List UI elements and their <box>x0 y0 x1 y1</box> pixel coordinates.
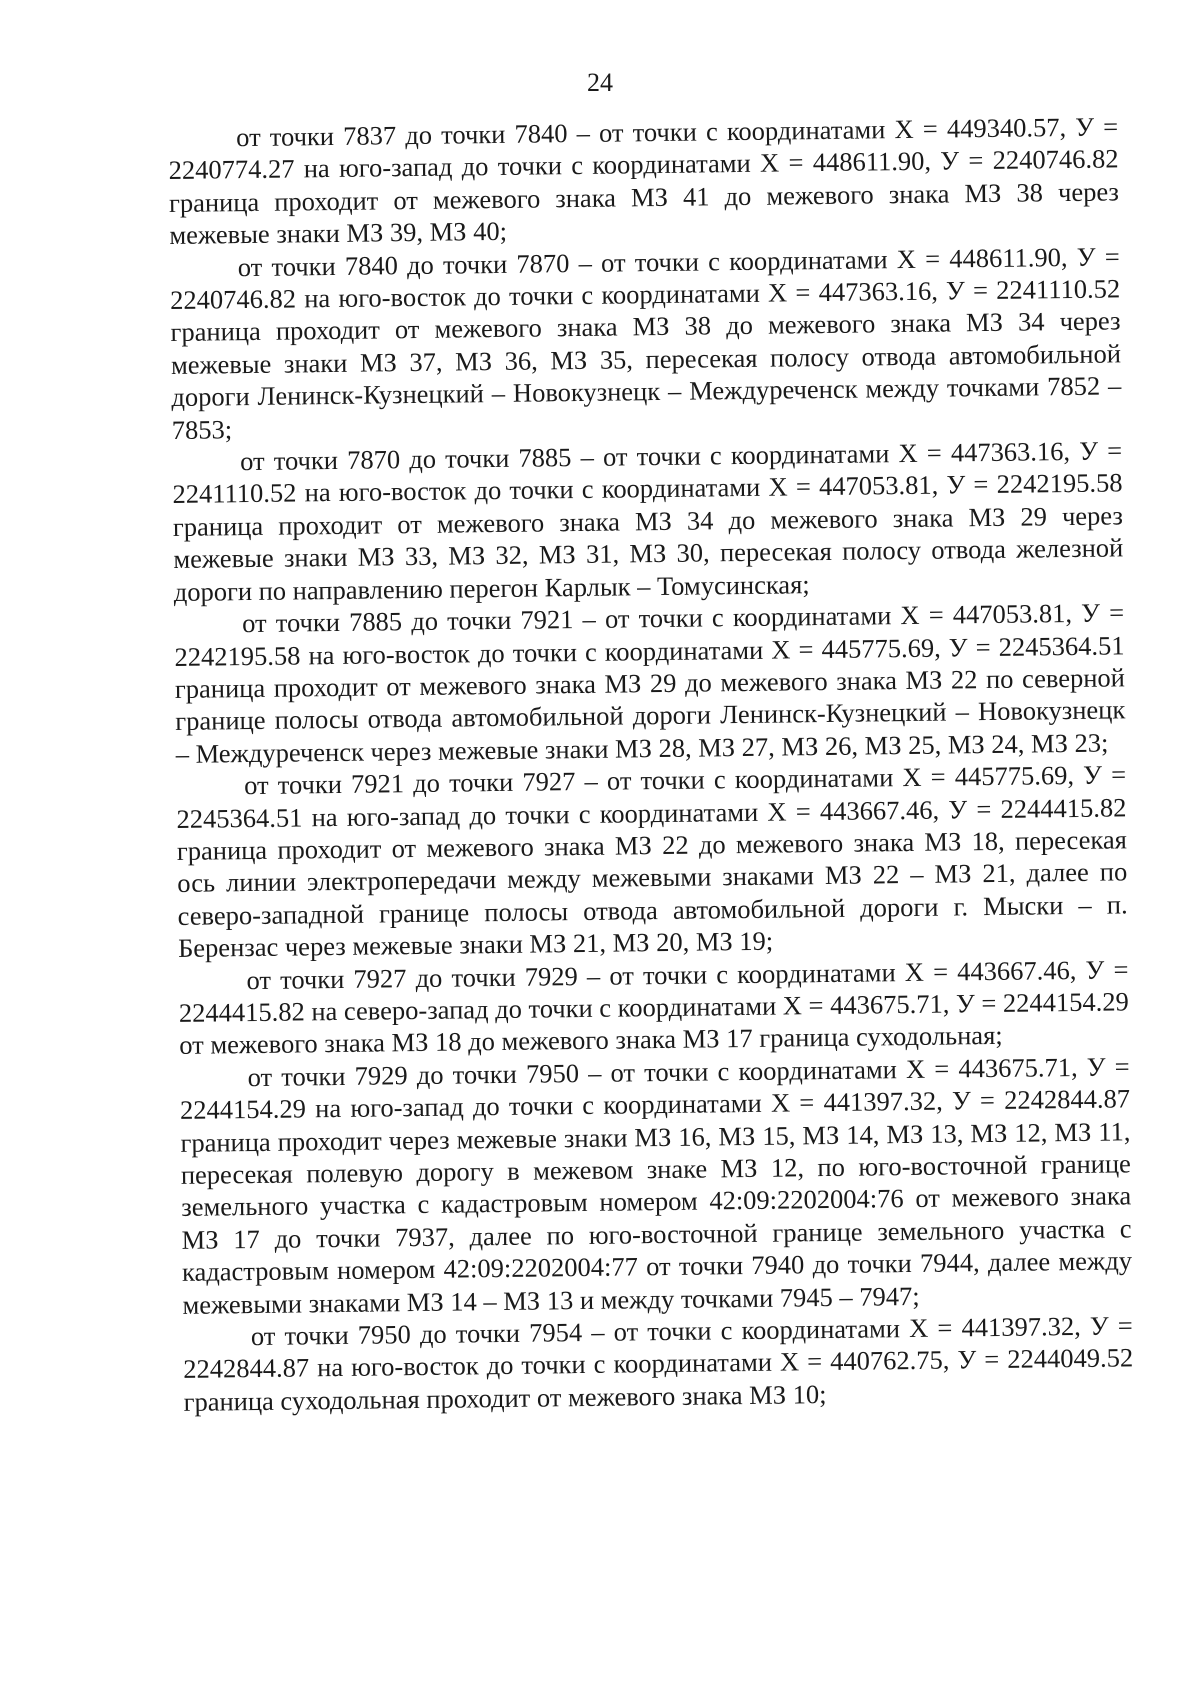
paragraph: от точки 7927 до точки 7929 – от точки с координатами Х = 443667.46, У = 2244415.82 на северо-запад до точки с координатами Х = 443675.71, У = 2244154.29 от межевого знака МЗ 18 до межевого знака МЗ 17 граница суходольная; <box>178 953 1129 1061</box>
paragraph: от точки 7870 до точки 7885 – от точки с координатами Х = 447363.16, У = 2241110.52 на юго-восток до точки с координатами Х = 447053.81, У = 2242195.58 граница проходит от межевого знака МЗ 34 до межевого знака МЗ 29 через межевые знаки МЗ 33, МЗ 32, МЗ 31, МЗ 30, пересекая полосу отвода железной дороги по направлению перегон Карлык – Томусинская; <box>172 435 1124 607</box>
paragraph: от точки 7950 до точки 7954 – от точки с координатами Х = 441397.32, У = 2242844.87 на юго-восток до точки с координатами Х = 440762.75, У = 2244049.52 граница суходольная проходит от межевого знака МЗ 10; <box>183 1310 1134 1417</box>
paragraph: от точки 7840 до точки 7870 – от точки с координатами Х = 448611.90, У = 2240746.82 на юго-восток до точки с координатами Х = 447363.16, У = 2241110.52 граница проходит от межевого знака МЗ 38 до межевого знака МЗ 34 через межевые знаки МЗ 37, МЗ 36, МЗ 35, пересекая полосу отвода автомобильной дороги Ленинск-Кузнецкий – Новокузнецк – Междуреченск между точками 7852 – 7853; <box>169 241 1122 445</box>
document-body <box>168 110 1134 1418</box>
paragraph: от точки 7837 до точки 7840 – от точки с координатами Х = 449340.57, У = 2240774.27 на юго-запад до точки с координатами Х = 448611.90, У = 2240746.82 граница проходит от межевого знака МЗ 41 до межевого знака МЗ 38 через межевые знаки МЗ 39, МЗ 40; <box>168 111 1120 251</box>
page-number: 24 <box>587 68 613 97</box>
paragraph: от точки 7885 до точки 7921 – от точки с координатами Х = 447053.81, У = 2242195.58 на юго-восток до точки с координатами Х = 445775.69, У = 2245364.51 граница проходит от межевого знака МЗ 29 до межевого знака МЗ 22 по северной границе полосы отвода автомобильной дороги Ленинск-Кузнецкий – Новокузнецк – Междуреченск через межевые знаки МЗ 28, МЗ 27, МЗ 26, МЗ 25, МЗ 24, МЗ 23; <box>174 597 1126 769</box>
paragraph: от точки 7929 до точки 7950 – от точки с координатами Х = 443675.71, У = 2244154.29 на юго-запад до точки с координатами Х = 441397.32, У = 2242844.87 граница проходит через межевые знаки МЗ 16, МЗ 15, МЗ 14, МЗ 13, МЗ 12, МЗ 11, пересекая полевую дорогу в межевом знаке МЗ 12, по юго-восточной границе земельного участка с кадастровым номером 42:09:2202004:76 от межевого знака МЗ 17 до точки 7937, далее по юго-восточной границе земельного участка с кадастровым номером 42:09:2202004:77 от точки 7940 до точки 7944, далее между межевыми знаками МЗ 14 – МЗ 13 и между точками 7945 – 7947; <box>179 1051 1133 1320</box>
paragraph: от точки 7921 до точки 7927 – от точки с координатами Х = 445775.69, У = 2245364.51 на юго-запад до точки с координатами Х = 443667.46, У = 2244415.82 граница проходит от межевого знака МЗ 22 до межевого знака МЗ 18, пересекая ось линии электропередачи между межевыми знаками МЗ 22 – МЗ 21, далее по северо-западной границе полосы отвода автомобильной дороги г. Мыски – п. Берензас через межевые знаки МЗ 21, МЗ 20, МЗ 19; <box>176 759 1128 964</box>
